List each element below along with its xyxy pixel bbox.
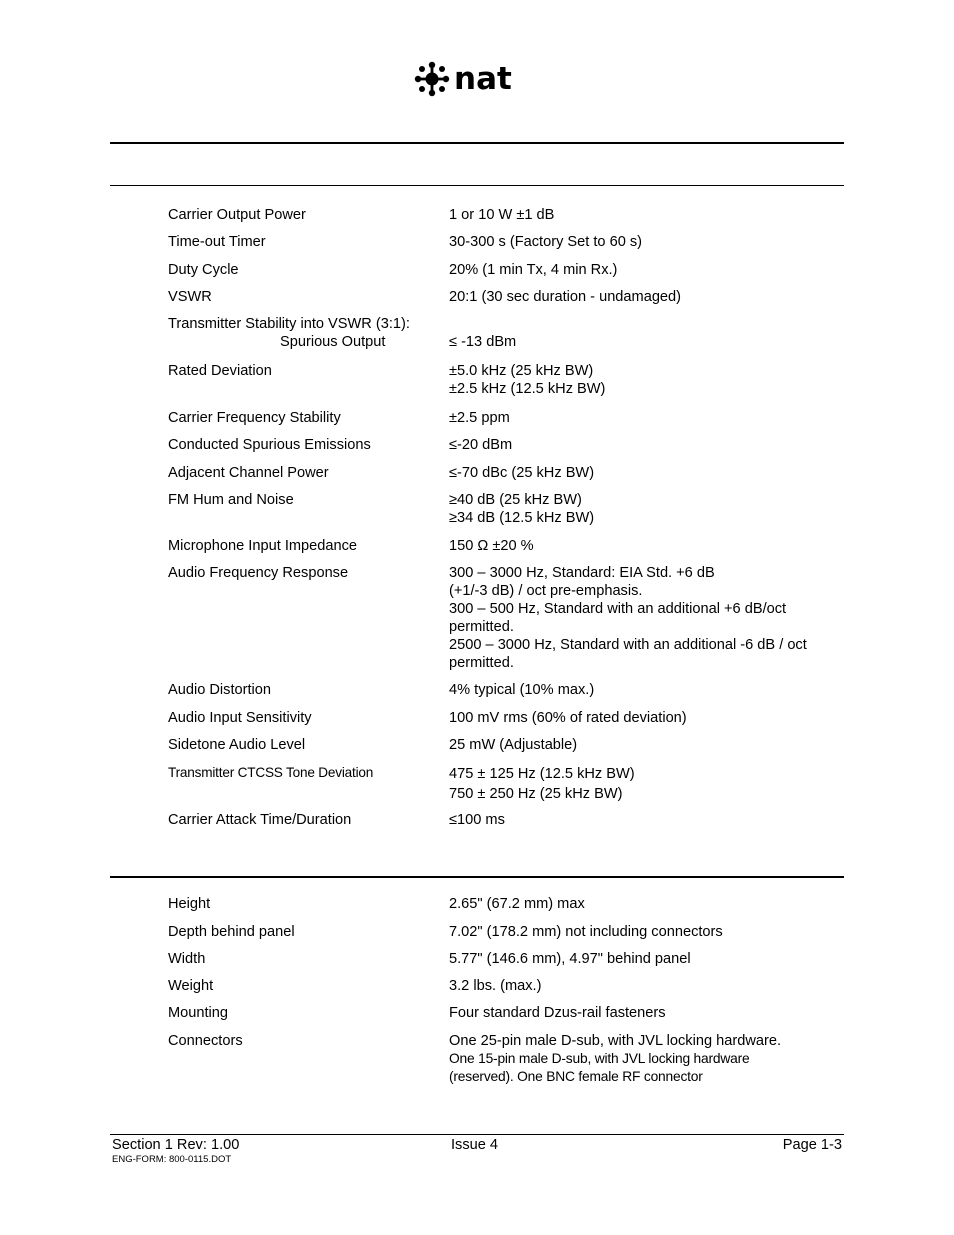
- spec-value: [449, 464, 844, 482]
- spec-value: [449, 923, 844, 941]
- spec-value: [449, 436, 844, 454]
- spec-label: Time-out Timer: [168, 234, 266, 250]
- spec-value-line: ≤-70 dBc (25 kHz BW): [449, 465, 595, 481]
- spec-value: [449, 811, 844, 829]
- spec-value-line: Four standard Dzus-rail fasteners: [449, 1005, 666, 1021]
- spec-value-line: 300 – 3000 Hz, Standard: EIA Std. +6 dB: [449, 565, 715, 581]
- spec-label: VSWR: [168, 289, 212, 305]
- spec-value: [449, 895, 844, 913]
- spec-value-line: 20:1 (30 sec duration - undamaged): [449, 289, 682, 305]
- spec-label: Rated Deviation: [168, 363, 272, 379]
- spec-value: [449, 1004, 844, 1022]
- spec-value-line: permitted.: [449, 619, 514, 635]
- spec-value-line: One 25-pin male D-sub, with JVL locking hardware.: [449, 1033, 782, 1049]
- spec-label: Audio Distortion: [168, 682, 272, 698]
- spec-value-line: 2500 – 3000 Hz, Standard with an additional -6 dB / oct: [449, 637, 807, 653]
- spec-value: [449, 362, 844, 398]
- spec-label: Connectors: [168, 1033, 243, 1049]
- spec-label: Audio Input Sensitivity: [168, 710, 312, 726]
- spec-value: [449, 1032, 844, 1086]
- spec-value-line: 750 ± 250 Hz (25 kHz BW): [449, 786, 623, 802]
- spec-label: FM Hum and Noise: [168, 492, 294, 508]
- logo-text: nat: [454, 61, 512, 97]
- physical-section-rule: [110, 876, 844, 878]
- spec-value: [449, 206, 844, 224]
- spec-value-line: 5.77" (146.6 mm), 4.97" behind panel: [449, 951, 691, 967]
- spec-label: Microphone Input Impedance: [168, 538, 358, 554]
- spec-value-line: ±2.5 ppm: [449, 410, 510, 426]
- spec-label: Width: [168, 951, 206, 967]
- star-burst-icon: [414, 58, 544, 100]
- spec-value-line: One 15-pin male D-sub, with JVL locking hardware: [449, 1051, 750, 1066]
- spec-value-line: ≤-20 dBm: [449, 437, 513, 453]
- spec-label: Mounting: [168, 1005, 229, 1021]
- spec-value: [449, 261, 844, 279]
- spec-value-line: ±2.5 kHz (12.5 kHz BW): [449, 381, 606, 397]
- spec-value-line: 300 – 500 Hz, Standard with an additional +6 dB/oct: [449, 601, 787, 617]
- spec-value-line: ≤100 ms: [449, 812, 505, 828]
- spec-value-line: ≥34 dB (12.5 kHz BW): [449, 510, 595, 526]
- footer-section: Section 1 Rev: 1.00: [112, 1137, 240, 1153]
- spec-value-line: permitted.: [449, 655, 514, 671]
- spec-value-line: ≤ -13 dBm: [449, 334, 517, 350]
- spec-value-line: 475 ± 125 Hz (12.5 kHz BW): [449, 766, 635, 782]
- spec-value-line: 30-300 s (Factory Set to 60 s): [449, 234, 643, 250]
- spec-value: [449, 950, 844, 968]
- spec-label: Weight: [168, 978, 214, 994]
- spec-value-line: 7.02" (178.2 mm) not including connectors: [449, 924, 723, 940]
- spec-value: [449, 564, 844, 672]
- spec-value: [449, 709, 844, 727]
- spec-label: Carrier Frequency Stability: [168, 410, 341, 426]
- spec-label: Sidetone Audio Level: [168, 737, 306, 753]
- spec-label: Duty Cycle: [168, 262, 239, 278]
- spec-label: Carrier Output Power: [168, 207, 306, 223]
- form-id: ENG-FORM: 800-0115.DOT: [112, 1154, 232, 1165]
- spec-value: [449, 491, 844, 527]
- spec-value: [449, 409, 844, 427]
- nat-logo: [414, 58, 544, 100]
- spec-value: [449, 233, 844, 251]
- transmitter-section-rule: [110, 185, 844, 186]
- footer-issue: Issue 4: [451, 1137, 499, 1153]
- spec-value-line: 25 mW (Adjustable): [449, 737, 578, 753]
- spec-label: Transmitter CTCSS Tone Deviation: [168, 765, 374, 780]
- spec-value: [449, 764, 844, 804]
- spec-label: Conducted Spurious Emissions: [168, 437, 371, 453]
- spec-value: [449, 736, 844, 754]
- spec-label: Adjacent Channel Power: [168, 465, 329, 481]
- spec-value-line: 1 or 10 W ±1 dB: [449, 207, 555, 223]
- spec-label: Carrier Attack Time/Duration: [168, 812, 352, 828]
- spec-value-line: 2.65" (67.2 mm) max: [449, 896, 585, 912]
- spec-value-line: 4% typical (10% max.): [449, 682, 595, 698]
- spec-value-line: ±5.0 kHz (25 kHz BW): [449, 363, 594, 379]
- spec-value: [449, 537, 844, 555]
- spec-value-line: ≥40 dB (25 kHz BW): [449, 492, 582, 508]
- spec-label-subline: Spurious Output: [280, 334, 386, 350]
- spec-value: [449, 681, 844, 699]
- spec-label: Audio Frequency Response: [168, 565, 349, 581]
- spec-value: [449, 977, 844, 995]
- footer-rule: [110, 1134, 844, 1135]
- spec-label-line: Transmitter Stability into VSWR (3:1):: [168, 316, 410, 332]
- spec-label: Height: [168, 896, 211, 912]
- footer-page-number: Page 1-3: [782, 1137, 842, 1153]
- spec-label: [168, 315, 443, 351]
- spec-value-line: (+1/-3 dB) / oct pre-emphasis.: [449, 583, 643, 599]
- header-rule: [110, 142, 844, 144]
- spec-value-line: 150 Ω ±20 %: [449, 538, 534, 554]
- spec-value: [449, 288, 844, 306]
- spec-label: Depth behind panel: [168, 924, 295, 940]
- spec-value-line: 100 mV rms (60% of rated deviation): [449, 710, 687, 726]
- spec-value-line: 20% (1 min Tx, 4 min Rx.): [449, 262, 618, 278]
- spec-value-line: (reserved). One BNC female RF connector: [449, 1069, 703, 1084]
- spec-value-line: 3.2 lbs. (max.): [449, 978, 542, 994]
- spec-value: [449, 333, 844, 351]
